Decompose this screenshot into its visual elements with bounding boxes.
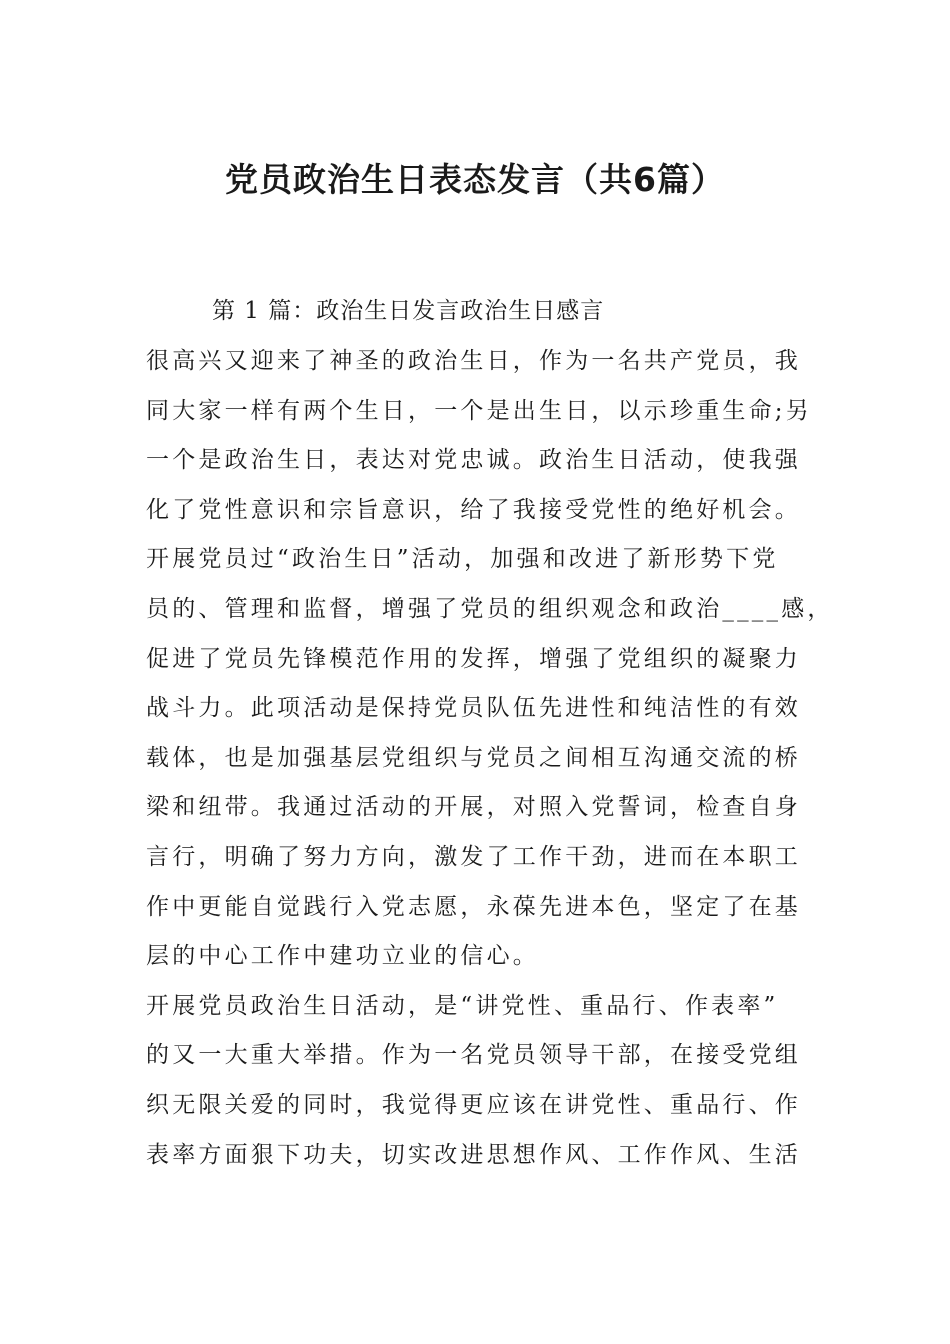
body-line: 化了党性意识和宗旨意识，给了我接受党性的绝好机会。 <box>146 496 801 523</box>
body-line: 很高兴又迎来了神圣的政治生日，作为一名共产党员，我 <box>146 348 801 374</box>
body-line: 梁和纽带。我通过活动的开展，对照入党誓词，检查自身 <box>146 794 801 821</box>
body-line: 织无限关爱的同时，我觉得更应该在讲党性、重品行、作 <box>146 1091 801 1118</box>
body-line: 一个是政治生日，表达对党忠诚。政治生日活动，使我强 <box>146 447 801 474</box>
body-line: 层的中心工作中建功立业的信心。 <box>146 943 539 970</box>
body-line: 载体，也是加强基层党组织与党员之间相互沟通交流的桥 <box>146 744 801 771</box>
body-text <box>146 341 836 1184</box>
body-line: 言行，明确了努力方向，激发了工作干劲，进而在本职工 <box>146 843 801 870</box>
body-line: 战斗力。此项活动是保持党员队伍先进性和纯洁性的有效 <box>146 695 801 722</box>
body-line: 表率方面狠下功夫，切实改进思想作风、工作作风、生活 <box>146 1141 801 1168</box>
body-line: 开展党员政治生日活动，是“讲党性、重品行、作表率” <box>146 992 779 1019</box>
body-line: 的又一大重大举措。作为一名党员领导干部，在接受党组 <box>146 1042 801 1069</box>
body-line: 开展党员过“政治生日”活动，加强和改进了新形势下党 <box>146 546 779 573</box>
document-title: 党员政治生日表态发言（共6篇） <box>225 160 725 199</box>
body-line: 促进了党员先锋模范作用的发挥，增强了党组织的凝聚力 <box>146 645 801 672</box>
body-line: 员的、管理和监督，增强了党员的组织观念和政治____感， <box>146 595 834 622</box>
body-line: 作中更能自觉践行入党志愿，永葆先进本色，坚定了在基 <box>146 893 801 920</box>
section-heading: 第 1 篇：政治生日发言政治生日感言 <box>212 298 605 324</box>
body-line: 同大家一样有两个生日，一个是出生日，以示珍重生命;另 <box>146 397 812 424</box>
